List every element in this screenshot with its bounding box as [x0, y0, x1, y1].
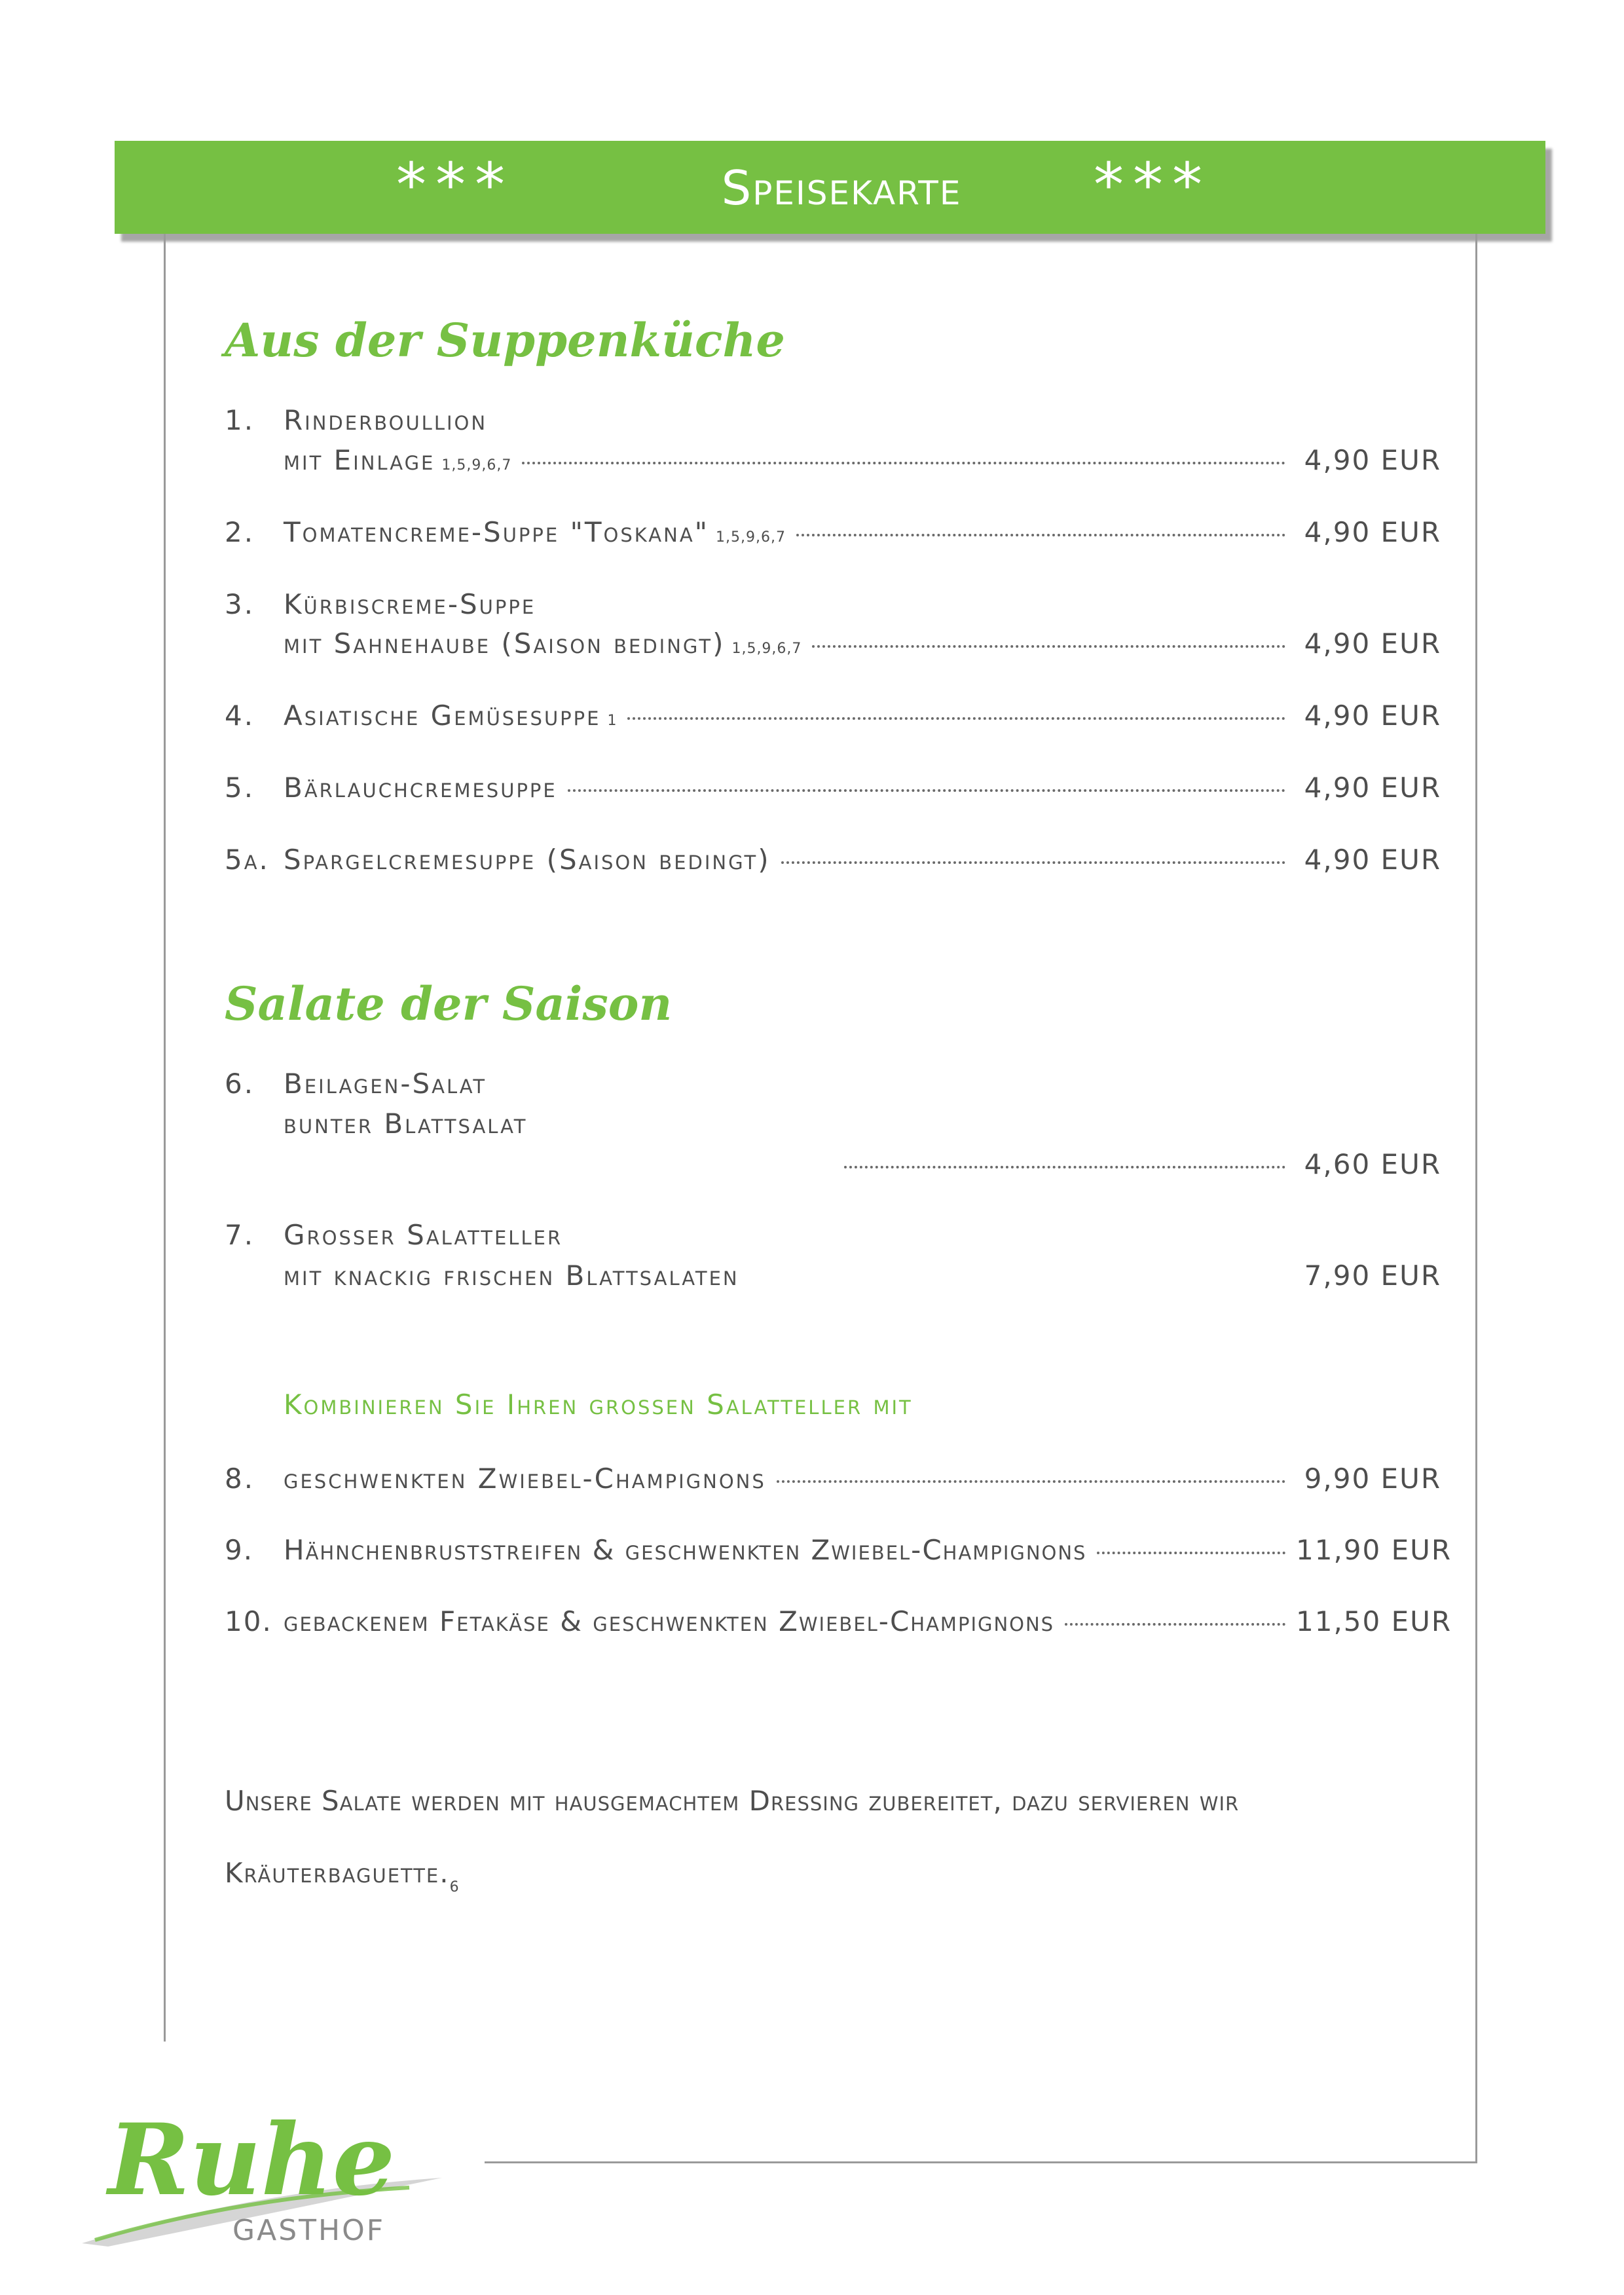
item-name: Beilagen-Salat	[284, 1068, 487, 1100]
menu-item	[225, 840, 1441, 880]
item-number: 1.	[225, 404, 255, 436]
item-price: 4,90 EUR	[1304, 844, 1441, 876]
item-name: geschwenkten Zwiebel-Champignons	[284, 1463, 766, 1495]
footer-note-allergen: 6	[449, 1879, 460, 1895]
item-subtitle: bunter Blattsalat	[284, 1108, 528, 1140]
menu-item-detail	[225, 441, 1441, 480]
item-number: 7.	[225, 1219, 255, 1251]
frame-bottom-line	[485, 2161, 1477, 2163]
menu-item-detail	[225, 1256, 1441, 1296]
item-allergens: 1,5,9,6,7	[441, 457, 512, 474]
dot-leader	[568, 789, 1285, 792]
item-name: Grosser Salatteller	[284, 1219, 563, 1251]
item-subtitle: mit Einlage	[284, 444, 435, 476]
item-price: 11,90 EUR	[1296, 1534, 1452, 1566]
item-name: Rinderboullion	[284, 404, 488, 436]
logo-subtitle: GASTHOF	[232, 2214, 386, 2247]
menu-item-detail	[225, 624, 1441, 663]
item-allergens: 1,5,9,6,7	[715, 529, 786, 546]
item-number: 8.	[225, 1463, 255, 1495]
item-number: 6.	[225, 1068, 255, 1100]
footer-note-line2	[225, 1854, 1469, 1907]
item-name: Tomatencreme-Suppe "Toskana"	[284, 516, 709, 548]
item-subtitle: mit knackig frischen Blattsalaten	[284, 1259, 739, 1292]
item-number: 10.	[225, 1605, 272, 1637]
item-subtitle: mit Sahnehaube (Saison bedingt)	[284, 627, 726, 660]
gasthof-ruhe-logo	[69, 2080, 449, 2250]
item-name: gebackenem Fetakäse & geschwenkten Zwiebel-Champignons	[284, 1605, 1055, 1637]
item-number: 4.	[225, 700, 255, 732]
dot-leader	[796, 534, 1285, 536]
footer-note-text: Kräuterbaguette.	[225, 1857, 450, 1889]
menu-item	[225, 1531, 1452, 1570]
menu-item	[225, 1064, 1441, 1104]
item-allergens: 1,5,9,6,7	[731, 641, 802, 657]
dot-leader	[781, 861, 1285, 864]
footer-note-line1: Unsere Salate werden mit hausgemachtem Dressing zubereitet, dazu servieren wir	[225, 1785, 1240, 1817]
dot-leader	[777, 1480, 1285, 1483]
item-number: 5a.	[225, 844, 270, 876]
dot-leader	[844, 1166, 1285, 1168]
section-heading-soups: Aus der Suppenküche	[225, 313, 785, 367]
item-name: Kürbiscreme-Suppe	[284, 588, 536, 620]
menu-item-detail	[225, 1145, 1441, 1184]
section-heading-salads: Salate der Saison	[225, 977, 673, 1031]
item-price: 4,90 EUR	[1304, 700, 1441, 732]
menu-item	[225, 1459, 1441, 1499]
menu-item	[225, 401, 1441, 440]
item-price: 4,90 EUR	[1304, 444, 1441, 476]
item-name: Hähnchenbruststreifen & geschwenkten Zwiebel-Champignons	[284, 1534, 1087, 1566]
item-number: 2.	[225, 516, 255, 548]
dot-leader	[627, 717, 1285, 720]
logo-brand: Ruhe	[108, 2102, 396, 2218]
item-number: 5.	[225, 772, 255, 804]
menu-item	[225, 513, 1441, 552]
item-price: 11,50 EUR	[1296, 1605, 1452, 1637]
header-banner	[115, 141, 1545, 234]
menu-item	[225, 1602, 1452, 1641]
item-price: 4,90 EUR	[1304, 516, 1441, 548]
item-price: 9,90 EUR	[1304, 1463, 1441, 1495]
combine-heading: Kombinieren Sie Ihren grossen Salatteller mit	[284, 1389, 913, 1421]
item-allergens: 1	[607, 713, 618, 729]
dot-leader	[812, 645, 1285, 648]
menu-item	[225, 1216, 1441, 1255]
dot-leader	[1065, 1623, 1285, 1626]
item-name: Spargelcremesuppe (Saison bedingt)	[284, 844, 771, 876]
stars-left: ***	[396, 150, 514, 220]
item-number: 9.	[225, 1534, 254, 1566]
item-name: Asiatische Gemüsesuppe	[284, 700, 601, 732]
dot-leader	[1097, 1552, 1285, 1554]
item-price: 7,90 EUR	[1304, 1259, 1441, 1292]
item-price: 4,60 EUR	[1304, 1148, 1441, 1180]
frame-right-line	[1475, 234, 1477, 2163]
item-name: Bärlauchcremesuppe	[284, 772, 557, 804]
item-number: 3.	[225, 588, 255, 620]
dot-leader	[522, 462, 1285, 464]
item-price: 4,90 EUR	[1304, 772, 1441, 804]
menu-item	[225, 585, 1441, 624]
frame-left-line	[164, 234, 166, 2042]
menu-item	[225, 696, 1441, 736]
stars-right: ***	[1094, 150, 1211, 220]
menu-item	[225, 768, 1441, 808]
item-price: 4,90 EUR	[1304, 627, 1441, 660]
page-title: Speisekarte	[721, 160, 962, 215]
